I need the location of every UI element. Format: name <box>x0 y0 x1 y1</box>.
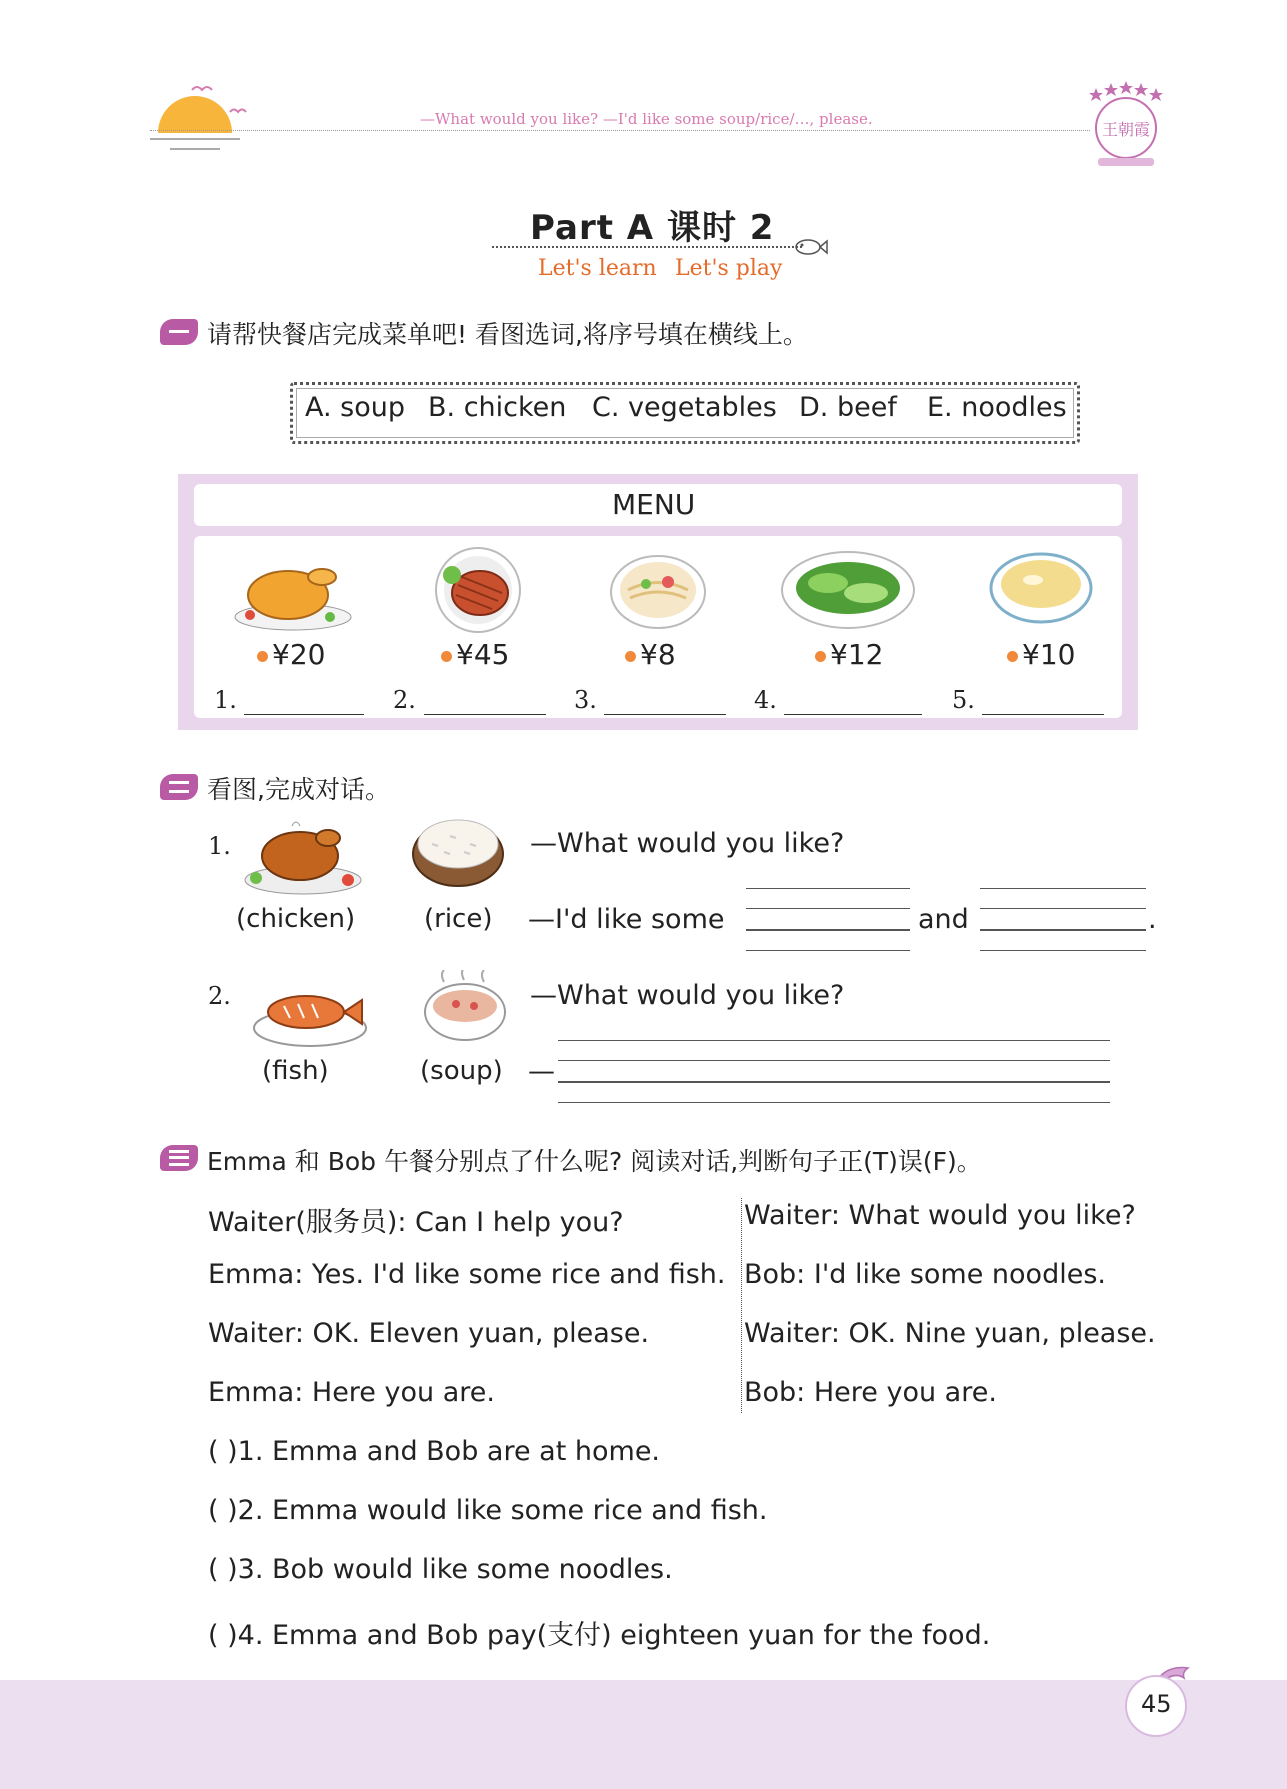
answer-line-2[interactable] <box>558 1081 1110 1083</box>
writing-guide-line <box>558 1040 1110 1041</box>
publisher-logo <box>1086 78 1166 168</box>
price-dot <box>1007 651 1018 662</box>
dialog-right-line: Bob: Here you are. <box>744 1377 997 1408</box>
menu-answer-blank-1[interactable] <box>244 714 364 715</box>
question-number: 1. <box>208 832 231 860</box>
answer-line-1b[interactable] <box>980 929 1146 931</box>
writing-guide-line <box>746 908 910 909</box>
vegetables-picture <box>778 545 918 635</box>
section-three-instruction: Emma 和 Bob 午餐分别点了什么呢? 阅读对话,判断句子正(T)误(F)。 <box>207 1147 982 1176</box>
page-footer <box>0 1680 1287 1789</box>
svg-text:王朝霞: 王朝霞 <box>1101 120 1151 139</box>
judgement-item[interactable]: ( )1. Emma and Bob are at home. <box>208 1436 661 1467</box>
beef-steak-picture <box>428 545 528 635</box>
dialog-right-line: Bob: I'd like some noodles. <box>744 1259 1106 1290</box>
rice-bowl-picture <box>410 814 506 890</box>
subtitle-lets-learn: Let's learn <box>538 256 657 281</box>
header-rule <box>150 130 1090 131</box>
menu-blank-number: 3. <box>574 686 597 714</box>
menu-answer-blank-4[interactable] <box>784 714 922 715</box>
fish-dish-picture <box>250 972 370 1050</box>
soup-picture <box>988 550 1094 626</box>
noodles-picture <box>608 552 708 634</box>
writing-guide-line <box>558 1102 1110 1103</box>
dialog-left-line: Waiter: OK. Eleven yuan, please. <box>208 1318 650 1349</box>
picture-label-rice: (rice) <box>424 904 493 934</box>
word-option-e: E. noodles <box>927 392 1067 423</box>
dialog-period: . <box>1148 904 1157 935</box>
dialog-right-line: Waiter: OK. Nine yuan, please. <box>744 1318 1156 1349</box>
price-noodles: ¥8 <box>640 638 676 671</box>
writing-guide-line <box>980 888 1146 889</box>
section-one-instruction: 请帮快餐店完成菜单吧! 看图选词,将序号填在横线上。 <box>207 320 808 349</box>
page-number: 45 <box>1141 1690 1172 1718</box>
writing-guide-line <box>746 888 910 889</box>
soup-bowl-picture <box>420 970 510 1050</box>
roast-chicken-picture <box>230 555 356 633</box>
word-option-a: A. soup <box>305 392 405 423</box>
dialog-answer-1-start: —I'd like some <box>528 904 725 935</box>
dialog-and: and <box>918 904 969 935</box>
section-two-instruction: 看图,完成对话。 <box>207 775 390 804</box>
menu-answer-blank-2[interactable] <box>424 714 546 715</box>
chicken-picture <box>240 808 366 900</box>
dialog-right-line: Waiter: What would you like? <box>744 1200 1136 1231</box>
word-option-c: C. vegetables <box>592 392 777 423</box>
price-dot <box>257 651 268 662</box>
sun-line <box>150 138 240 140</box>
judgement-item[interactable]: ( )2. Emma would like some rice and fish. <box>208 1495 768 1526</box>
menu-blank-number: 4. <box>754 686 777 714</box>
answer-line-1a[interactable] <box>746 929 910 931</box>
word-option-d: D. beef <box>799 392 897 423</box>
subtitle-lets-play: Let's play <box>675 256 783 281</box>
writing-guide-line <box>558 1060 1110 1061</box>
menu-blank-number: 5. <box>952 686 975 714</box>
price-chicken: ¥20 <box>272 638 326 671</box>
section-three-badge <box>160 1145 198 1171</box>
word-option-b: B. chicken <box>428 392 567 423</box>
writing-guide-line <box>980 950 1146 951</box>
writing-guide-line <box>980 908 1146 909</box>
judgement-item[interactable]: ( )4. Emma and Bob pay(支付) eighteen yuan for the food. <box>208 1620 991 1651</box>
judgement-item[interactable]: ( )3. Bob would like some noodles. <box>208 1554 673 1585</box>
running-title: —What would you like? —I'd like some soup/rice/…, please. <box>420 110 873 128</box>
price-vegetables: ¥12 <box>830 638 884 671</box>
menu-answer-blank-5[interactable] <box>982 714 1104 715</box>
title-dotted-rule <box>492 246 802 248</box>
price-dot <box>441 651 452 662</box>
dialog-separator <box>741 1198 742 1413</box>
menu-answer-blank-3[interactable] <box>604 714 726 715</box>
question-number: 2. <box>208 982 231 1010</box>
picture-label-fish: (fish) <box>262 1056 329 1086</box>
fish-icon <box>792 236 828 258</box>
price-dot <box>625 651 636 662</box>
picture-label-soup: (soup) <box>420 1056 503 1086</box>
price-soup: ¥10 <box>1022 638 1076 671</box>
dialog-question-1: —What would you like? <box>530 828 845 859</box>
menu-blank-number: 2. <box>393 686 416 714</box>
dialog-answer-2-dash: — <box>528 1056 555 1087</box>
section-one-badge <box>160 319 198 345</box>
section-two-badge <box>160 774 198 800</box>
sun-line <box>170 148 220 150</box>
picture-label-chicken: (chicken) <box>236 904 356 934</box>
menu-title: MENU <box>612 488 696 521</box>
price-dot <box>815 651 826 662</box>
dialog-question-2: —What would you like? <box>530 980 845 1011</box>
menu-blank-number: 1. <box>214 686 237 714</box>
page-title: Part A 课时 2 <box>530 208 775 248</box>
dialog-left-line: Waiter(服务员): Can I help you? <box>208 1207 624 1238</box>
dialog-left-line: Emma: Yes. I'd like some rice and fish. <box>208 1259 726 1290</box>
price-beef: ¥45 <box>456 638 510 671</box>
dialog-left-line: Emma: Here you are. <box>208 1377 495 1408</box>
birds-icon <box>190 82 250 122</box>
writing-guide-line <box>746 950 910 951</box>
